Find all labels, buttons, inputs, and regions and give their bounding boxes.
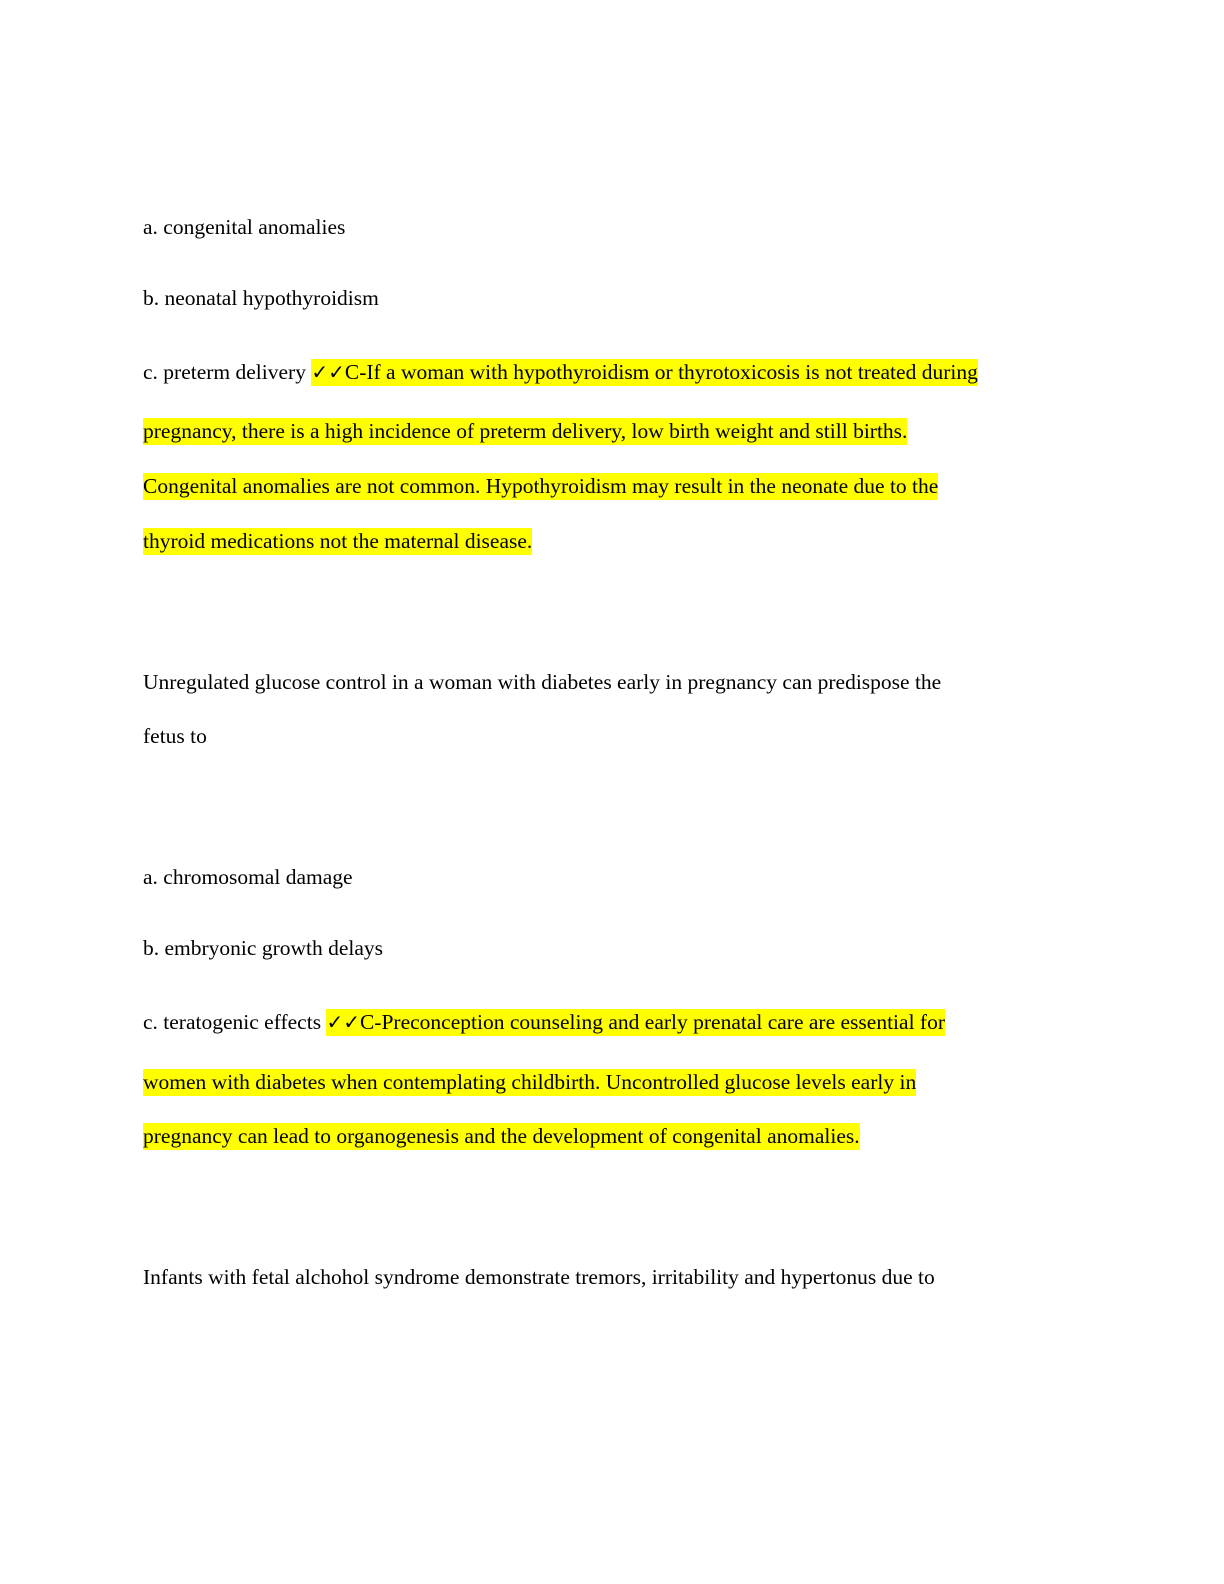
q1-answer-line4-row (143, 528, 532, 554)
q1-answer-line3: Congenital anomalies are not common. Hypothyroidism may result in the neonate due to the (143, 474, 939, 498)
q2-answer-line2-row (143, 1069, 916, 1095)
checkmark-icon: ✓✓ (311, 360, 345, 384)
q1-option-a: a. congenital anomalies (143, 215, 346, 239)
q2-answer-line3-row (143, 1123, 860, 1149)
q2-answer-line3: pregnancy can lead to organogenesis and the development of congenital anomalies. (143, 1124, 860, 1148)
q1-answer-line2: pregnancy, there is a high incidence of preterm delivery, low birth weight and still births. (143, 419, 908, 443)
q1-answer-highlight (311, 359, 978, 386)
q2-option-a: a. chromosomal damage (143, 865, 353, 889)
q2-answer-line1: C-Preconception counseling and early prenatal care are essential for (359, 1010, 945, 1034)
q1-option-c-line (143, 359, 978, 385)
q2-option-c-line (143, 1009, 945, 1035)
q2-question-line1: Unregulated glucose control in a woman with diabetes early in pregnancy can predispose the (143, 670, 942, 694)
q3-question-line1: Infants with fetal alchohol syndrome demonstrate tremors, irritability and hypertonus due to (143, 1265, 935, 1289)
q1-option-c: c. preterm delivery (143, 360, 306, 384)
q1-answer-line3-row (143, 473, 938, 499)
q2-answer-highlight (326, 1009, 945, 1036)
q1-answer-line4: thyroid medications not the maternal disease. (143, 529, 533, 553)
q1-answer-line1: C-If a woman with hypothyroidism or thyrotoxicosis is not treated during (344, 360, 978, 384)
q2-option-c: c. teratogenic effects (143, 1010, 322, 1034)
q2-option-b: b. embryonic growth delays (143, 936, 384, 960)
q2-answer-line2: women with diabetes when contemplating childbirth. Uncontrolled glucose levels early in (143, 1070, 917, 1094)
q2-question-line2: fetus to (143, 724, 207, 748)
q1-answer-line2-row (143, 418, 907, 444)
q1-option-b: b. neonatal hypothyroidism (143, 286, 379, 310)
checkmark-icon: ✓✓ (326, 1010, 360, 1034)
